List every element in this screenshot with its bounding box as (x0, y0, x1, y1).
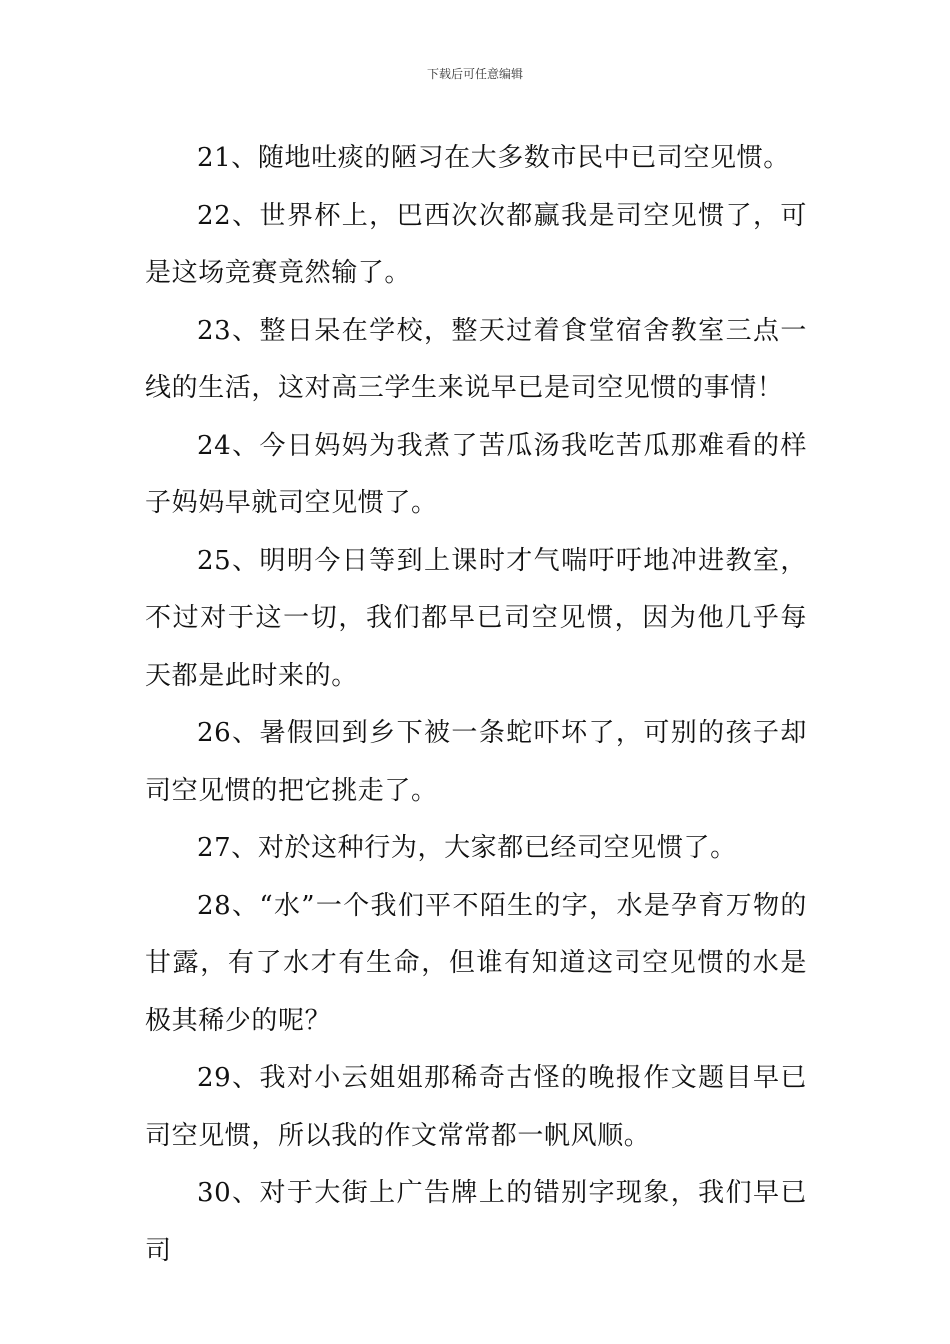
paragraph-29: 29、我对小云姐姐那稀奇古怪的晚报作文题目早已司空见惯，所以我的作文常常都一帆风顺。 (145, 1063, 807, 1151)
paragraph-27: 27、对於这种行为，大家都已经司空见惯了。 (197, 833, 737, 863)
paragraph-26: 26、暑假回到乡下被一条蛇吓坏了，可别的孩子却司空见惯的把它挑走了。 (145, 718, 807, 806)
paragraph-25: 25、明明今日等到上课时才气喘吁吁地冲进教室，不过对于这一切，我们都早已司空见惯，因为他几乎每天都是此时来的。 (145, 545, 807, 691)
document-body (145, 130, 807, 1280)
page-header: 下载后可任意编辑 (426, 67, 523, 81)
paragraph-30: 30、对于大街上广告牌上的错别字现象，我们早已司 (145, 1178, 807, 1266)
paragraph-21: 21、随地吐痰的陋习在大多数市民中已司空见惯。 (197, 143, 790, 173)
paragraph-22: 22、世界杯上，巴西次次都赢我是司空见惯了，可是这场竞赛竟然输了。 (145, 200, 807, 288)
paragraph-23: 23、整日呆在学校，整天过着食堂宿舍教室三点一线的生活，这对高三学生来说早已是司空见惯的事情！ (145, 315, 807, 403)
paragraph-28: 28、“水”一个我们平不陌生的字，水是孕育万物的甘露，有了水才有生命，但谁有知道这司空见惯的水是极其稀少的呢？ (145, 890, 807, 1036)
paragraph-24: 24、今日妈妈为我煮了苦瓜汤我吃苦瓜那难看的样子妈妈早就司空见惯了。 (145, 430, 807, 518)
